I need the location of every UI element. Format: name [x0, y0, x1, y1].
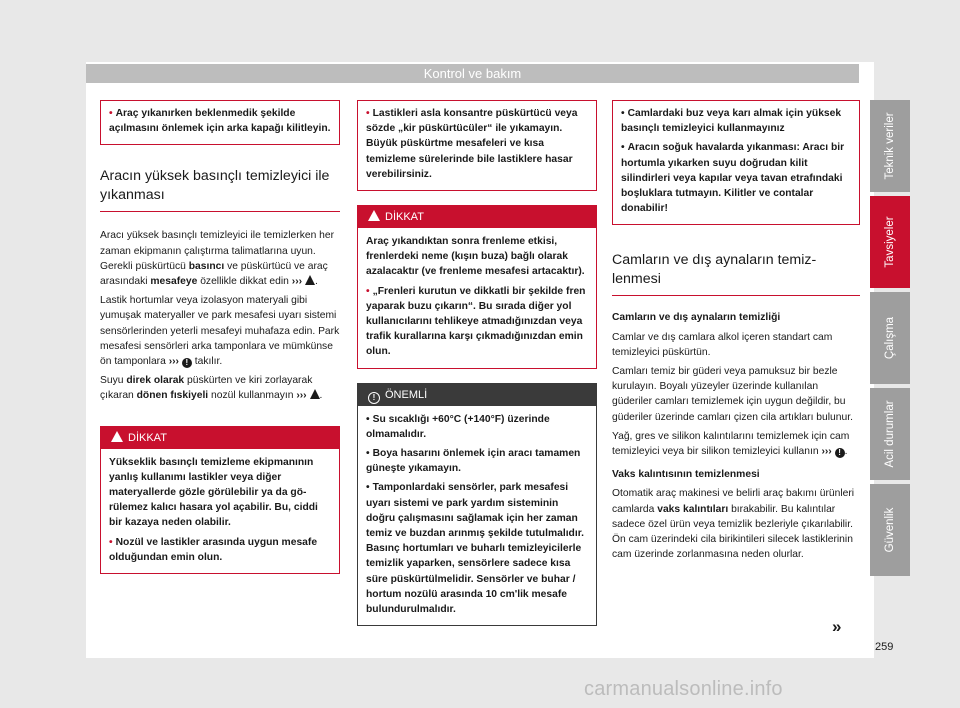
warning-label: DİKKAT [385, 211, 424, 224]
caution-text: Camlardaki buz veya karı almak için yüksek basınçlı temizleyici kullanmayınız [621, 108, 842, 135]
note-label: ÖNEMLİ [385, 388, 428, 401]
warning-icon [111, 431, 123, 442]
watermark: carmanualsonline.info [584, 678, 783, 700]
reference-link[interactable]: ››› [821, 446, 832, 458]
info-icon: ! [835, 448, 845, 458]
section-title: Aracın yüksek basınçlı temizleyici ile yıkanması [100, 167, 340, 212]
reference-link[interactable]: ››› [296, 390, 307, 402]
column-3 [612, 100, 860, 566]
note-box: ! ÖNEMLİ • Su sıcaklığı +60°C (+140°F) üzerinde olmamalıdır. • Boya hasarını önlemek için aracı tamamen güneşte yıkamayın. • Tamponlardaki sensörler, park mesafesi uyarı sistemi ve park yardım sisteminin doğru çalışmasını sağlamak için her zaman temiz ve buzdan arınmış şekilde tutulmalıdır. Basınç hortumları ve buharlı temizleyicilerle temizlik yaparken, sensörlere sadece kısa süre püskürtülmelidir. Sensörler ve buhar / hortum nozülü arasında 10 cm'lik mesafe bulundurulmalıdır. [357, 383, 597, 627]
caution-box: • Araç yıkanırken beklenmedik şekilde açılmasını önlemek için arka kapağı kilitleyin. [100, 100, 340, 145]
warning-bullet: „Frenleri kurutun ve dikkatli bir şekilde fren yaparak buzu çıkarın“. Bu sırada diğer yol kullanıcılarını tehlikeye atmadığınızdan veya trafik kurallarına karşı çıkmadığınızdan emin olun. [366, 285, 586, 358]
warning-icon [368, 210, 380, 221]
warning-text: Yükseklik basınçlı temizleme ekipmanının yanlış kullanımı lastikler veya diğer materyallerde gözle görülebilir ya da görülemez kalıcı hasara yol açabilir. Bu, ciddi bir kazaya neden olabilir. [109, 456, 318, 529]
subheading: Vaks kalıntısının temizlenmesi [612, 469, 760, 481]
page-number: 259 [875, 641, 894, 653]
warning-label: DİKKAT [128, 431, 167, 444]
paragraph: Camları temiz bir güderi veya pamuksuz bir bezle kurulayın. Boyalı yüzeyler üzerinde kullanılan güderiler camları temizlemek için uygun değildir, bu güderiler üzerinde camları çizen cila artıkları bulunur. [612, 366, 853, 423]
paragraph: Aracı yüksek basınçlı temizleyici ile temizlerken her zaman ekipmanın çalıştırma talimatlarına uyun. Gerekli püskürtücü basıncı ve püskürtücü ve araç arasındaki mesafeye özellikle dikkat edin ››› . [100, 230, 335, 288]
tab-guvenlik[interactable]: Güvenlik [870, 484, 910, 576]
paragraph: Yağ, gres ve silikon kalıntılarını temizlemek için cam temizleyici veya bir silikon temizleyici kullanın ››› ! . [612, 430, 850, 458]
warning-bullet: Nozül ve lastikler arasında uygun mesafe olduğundan emin olun. [109, 536, 318, 563]
reference-link[interactable]: ››› [168, 356, 179, 368]
note-item: Boya hasarını önlemek için aracı tamamen güneşte yıkamayın. [366, 448, 581, 475]
warning-icon [310, 389, 320, 399]
column-1 [100, 100, 340, 574]
tab-calisma[interactable]: Çalışma [870, 292, 910, 384]
column-2 [357, 100, 597, 626]
continued-icon: » [832, 617, 842, 636]
warning-icon [305, 275, 315, 285]
caution-box: • Lastikleri asla konsantre püskürtücü veya sözde „kir püskürtücüler“ ile yıkamayın. Büyük püskürtme mesafeleri ve kısa temizleme sürelerinde bile lastiklere hasar verebilirsiniz. [357, 100, 597, 191]
warning-box: DİKKAT Araç yıkandıktan sonra frenleme etkisi, frenlerdeki neme (kışın buza) bağlı olarak azalacaktır (ve frenleme mesafesi artacaktır). • „Frenleri kurutun ve dikkatli bir şekilde fren yaparak buzu çıkarın“. Bu sırada diğer yol kullanıcılarını tehlikeye atmadığınızdan veya trafik kurallarına karşı çıkmadığınızdan emin olun. [357, 205, 597, 369]
page-header: Kontrol ve bakım [86, 64, 859, 83]
section-title: Camların ve dış aynaların temizlenmesi [612, 251, 860, 296]
info-icon: ! [368, 392, 380, 404]
caution-text: Aracın soğuk havalarda yıkanması: Aracı bir hortumla yıkarken suyu doğrudan kilit silindirleri veya kapılar veya tavan etrafındaki boşluklara tutmayın. Kilitler ve contalar donabilir! [621, 142, 845, 215]
note-item: Su sıcaklığı +60°C (+140°F) üzerinde olmamalıdır. [366, 413, 550, 440]
tab-teknik-veriler[interactable]: Teknik veriler [870, 100, 910, 192]
reference-link[interactable]: ››› [291, 276, 303, 288]
subheading: Camların ve dış aynaların temizliği [612, 312, 781, 324]
paragraph: Suyu direk olarak püskürten ve kiri zorlayarak çıkaran dönen fıskiyeli nozül kullanmayın ››› . [100, 375, 323, 402]
caution-text: Araç yıkanırken beklenmedik şekilde açılmasını önlemek için arka kapağı kilitleyin. [109, 108, 331, 135]
warning-text: Araç yıkandıktan sonra frenleme etkisi, frenlerdeki neme (kışın buza) bağlı olarak azalacaktır (ve frenleme mesafesi artacaktır). [366, 236, 585, 278]
tab-acil-durumlar[interactable]: Acil durumlar [870, 388, 910, 480]
paragraph: Camlar ve dış camlara alkol içeren standart cam temizleyici püskürtün. [612, 331, 833, 358]
info-icon: ! [182, 358, 192, 368]
note-item: Tamponlardaki sensörler, park mesafesi uyarı sistemi ve park yardım sisteminin doğru çalışmasını sağlamak için her zaman temiz ve buzdan arınmış şekilde tutulmalıdır. Basınç hortumları ve buharlı temizleyicilerle temizlik yaparken, sensörlere sadece kısa süre püskürtülmelidir. Sensörler ve buhar / hortum nozülü arasında 10 cm'lik mesafe bulundurulmalıdır. [366, 482, 585, 616]
caution-text: Lastikleri asla konsantre püskürtücü veya sözde „kir püskürtücüler“ ile yıkamayın. Büyük püskürtme mesafeleri ve kısa temizleme sürelerinde bile lastiklere hasar verebilirsiniz. [366, 108, 578, 180]
paragraph: Lastik hortumlar veya izolasyon materyali gibi yumuşak materyaller ve park mesafesi uyarı sistemi sensörlerinden yeterli mesafeyi muhafaza edin. Park mesafesi sensörleri arka tamponlara ve mümkünse ön tamponlara ››› ! takılır. [100, 295, 340, 368]
caution-box: • Camlardaki buz veya karı almak için yüksek basınçlı temizleyici kullanmayınız • Aracın soğuk havalarda yıkanması: Aracı bir hortumla yıkarken suyu doğrudan kilit silindirleri veya kapılar veya tavan etrafındaki boşluklara tutmayın. Kilitler ve contalar donabilir! [612, 100, 860, 225]
tab-tavsiyeler[interactable]: Tavsiyeler [870, 196, 910, 288]
warning-box: DİKKAT Yükseklik basınçlı temizleme ekipmanının yanlış kullanımı lastikler veya diğer materyallerde gözle görülebilir ya da görülemez kalıcı hasara yol açabilir. Bu, ciddi bir kazaya neden olabilir. • Nozül ve lastikler arasında uygun mesafe olduğundan emin olun. [100, 426, 340, 574]
paragraph: Otomatik araç makinesi ve belirli araç bakımı ürünleri camlarda vaks kalıntıları bırakabilir. Bu kalıntılar sadece özel ürün veya temizlik bezleriyle çıkarılabilir. Ön cam üzerindeki cila birikintileri silecek lastiklerinin cam üzerinde zorlanmasına neden olurlar. [612, 488, 855, 561]
